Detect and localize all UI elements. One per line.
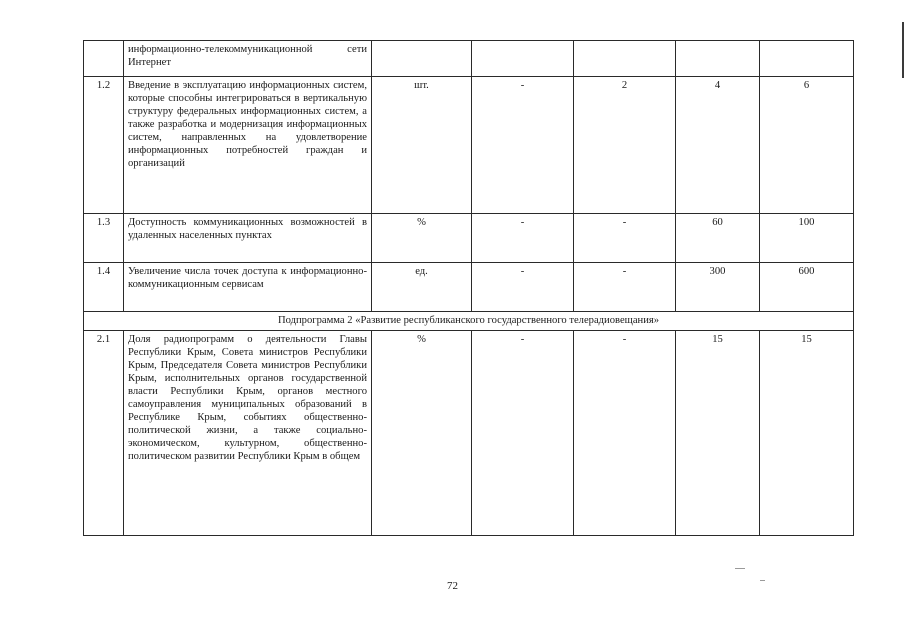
value-cell: -	[574, 214, 676, 263]
value-cell: -	[472, 331, 574, 536]
value-cell: 600	[760, 263, 854, 312]
subprogram-title: Подпрограмма 2 «Развитие республиканского государственного телерадиовещания»	[84, 312, 854, 331]
row-number: 1.4	[84, 263, 124, 312]
table-row	[84, 331, 854, 536]
table-row	[84, 77, 854, 214]
scan-speck	[735, 568, 745, 569]
indicator-name: Введение в эксплуатацию информационных систем, которые способны интегрироваться в вертикальную структуру федеральных информационных систем, а также разработка и модернизация информационных систем, направленных на удовлетворение информационных потребностей граждан и организаций	[124, 77, 372, 214]
value-cell: 300	[676, 263, 760, 312]
unit-cell: %	[372, 331, 472, 536]
indicators-table	[83, 40, 854, 536]
subprogram-row	[84, 312, 854, 331]
row-number: 1.3	[84, 214, 124, 263]
value-cell	[574, 41, 676, 77]
table-row	[84, 263, 854, 312]
value-cell: -	[574, 263, 676, 312]
indicator-name: Доступность коммуникационных возможностей в удаленных населенных пунктах	[124, 214, 372, 263]
row-number: 2.1	[84, 331, 124, 536]
unit-cell: %	[372, 214, 472, 263]
row-number	[84, 41, 124, 77]
unit-cell: шт.	[372, 77, 472, 214]
value-cell: 100	[760, 214, 854, 263]
row-number: 1.2	[84, 77, 124, 214]
scan-edge-mark	[902, 22, 904, 78]
value-cell: 6	[760, 77, 854, 214]
value-cell: 15	[676, 331, 760, 536]
page-number: 72	[447, 580, 458, 592]
value-cell	[472, 41, 574, 77]
value-cell	[760, 41, 854, 77]
value-cell: -	[574, 331, 676, 536]
indicator-name: Увеличение числа точек доступа к информационно-коммуникационным сервисам	[124, 263, 372, 312]
value-cell: 2	[574, 77, 676, 214]
indicator-name: информационно-телекоммуникационной сети Интернет	[124, 41, 372, 77]
value-cell: -	[472, 214, 574, 263]
value-cell: 60	[676, 214, 760, 263]
table-row	[84, 214, 854, 263]
scan-speck	[760, 580, 765, 581]
value-cell	[676, 41, 760, 77]
indicator-name: Доля радиопрограмм о деятельности Главы Республики Крым, Совета министров Республики Крым, Председателя Совета министров Республики Крым, исполнительных органов государственной власти Республики Крым, органов местного самоуправления муниципальных образований в Республике Крым, событиях общественно-политической жизни, а также социально-экономическом, культурном, общественно-политическом развитии Республики Крым в общем	[124, 331, 372, 536]
unit-cell: ед.	[372, 263, 472, 312]
value-cell: -	[472, 77, 574, 214]
value-cell: 4	[676, 77, 760, 214]
unit-cell	[372, 41, 472, 77]
value-cell: -	[472, 263, 574, 312]
value-cell: 15	[760, 331, 854, 536]
table-row	[84, 41, 854, 77]
